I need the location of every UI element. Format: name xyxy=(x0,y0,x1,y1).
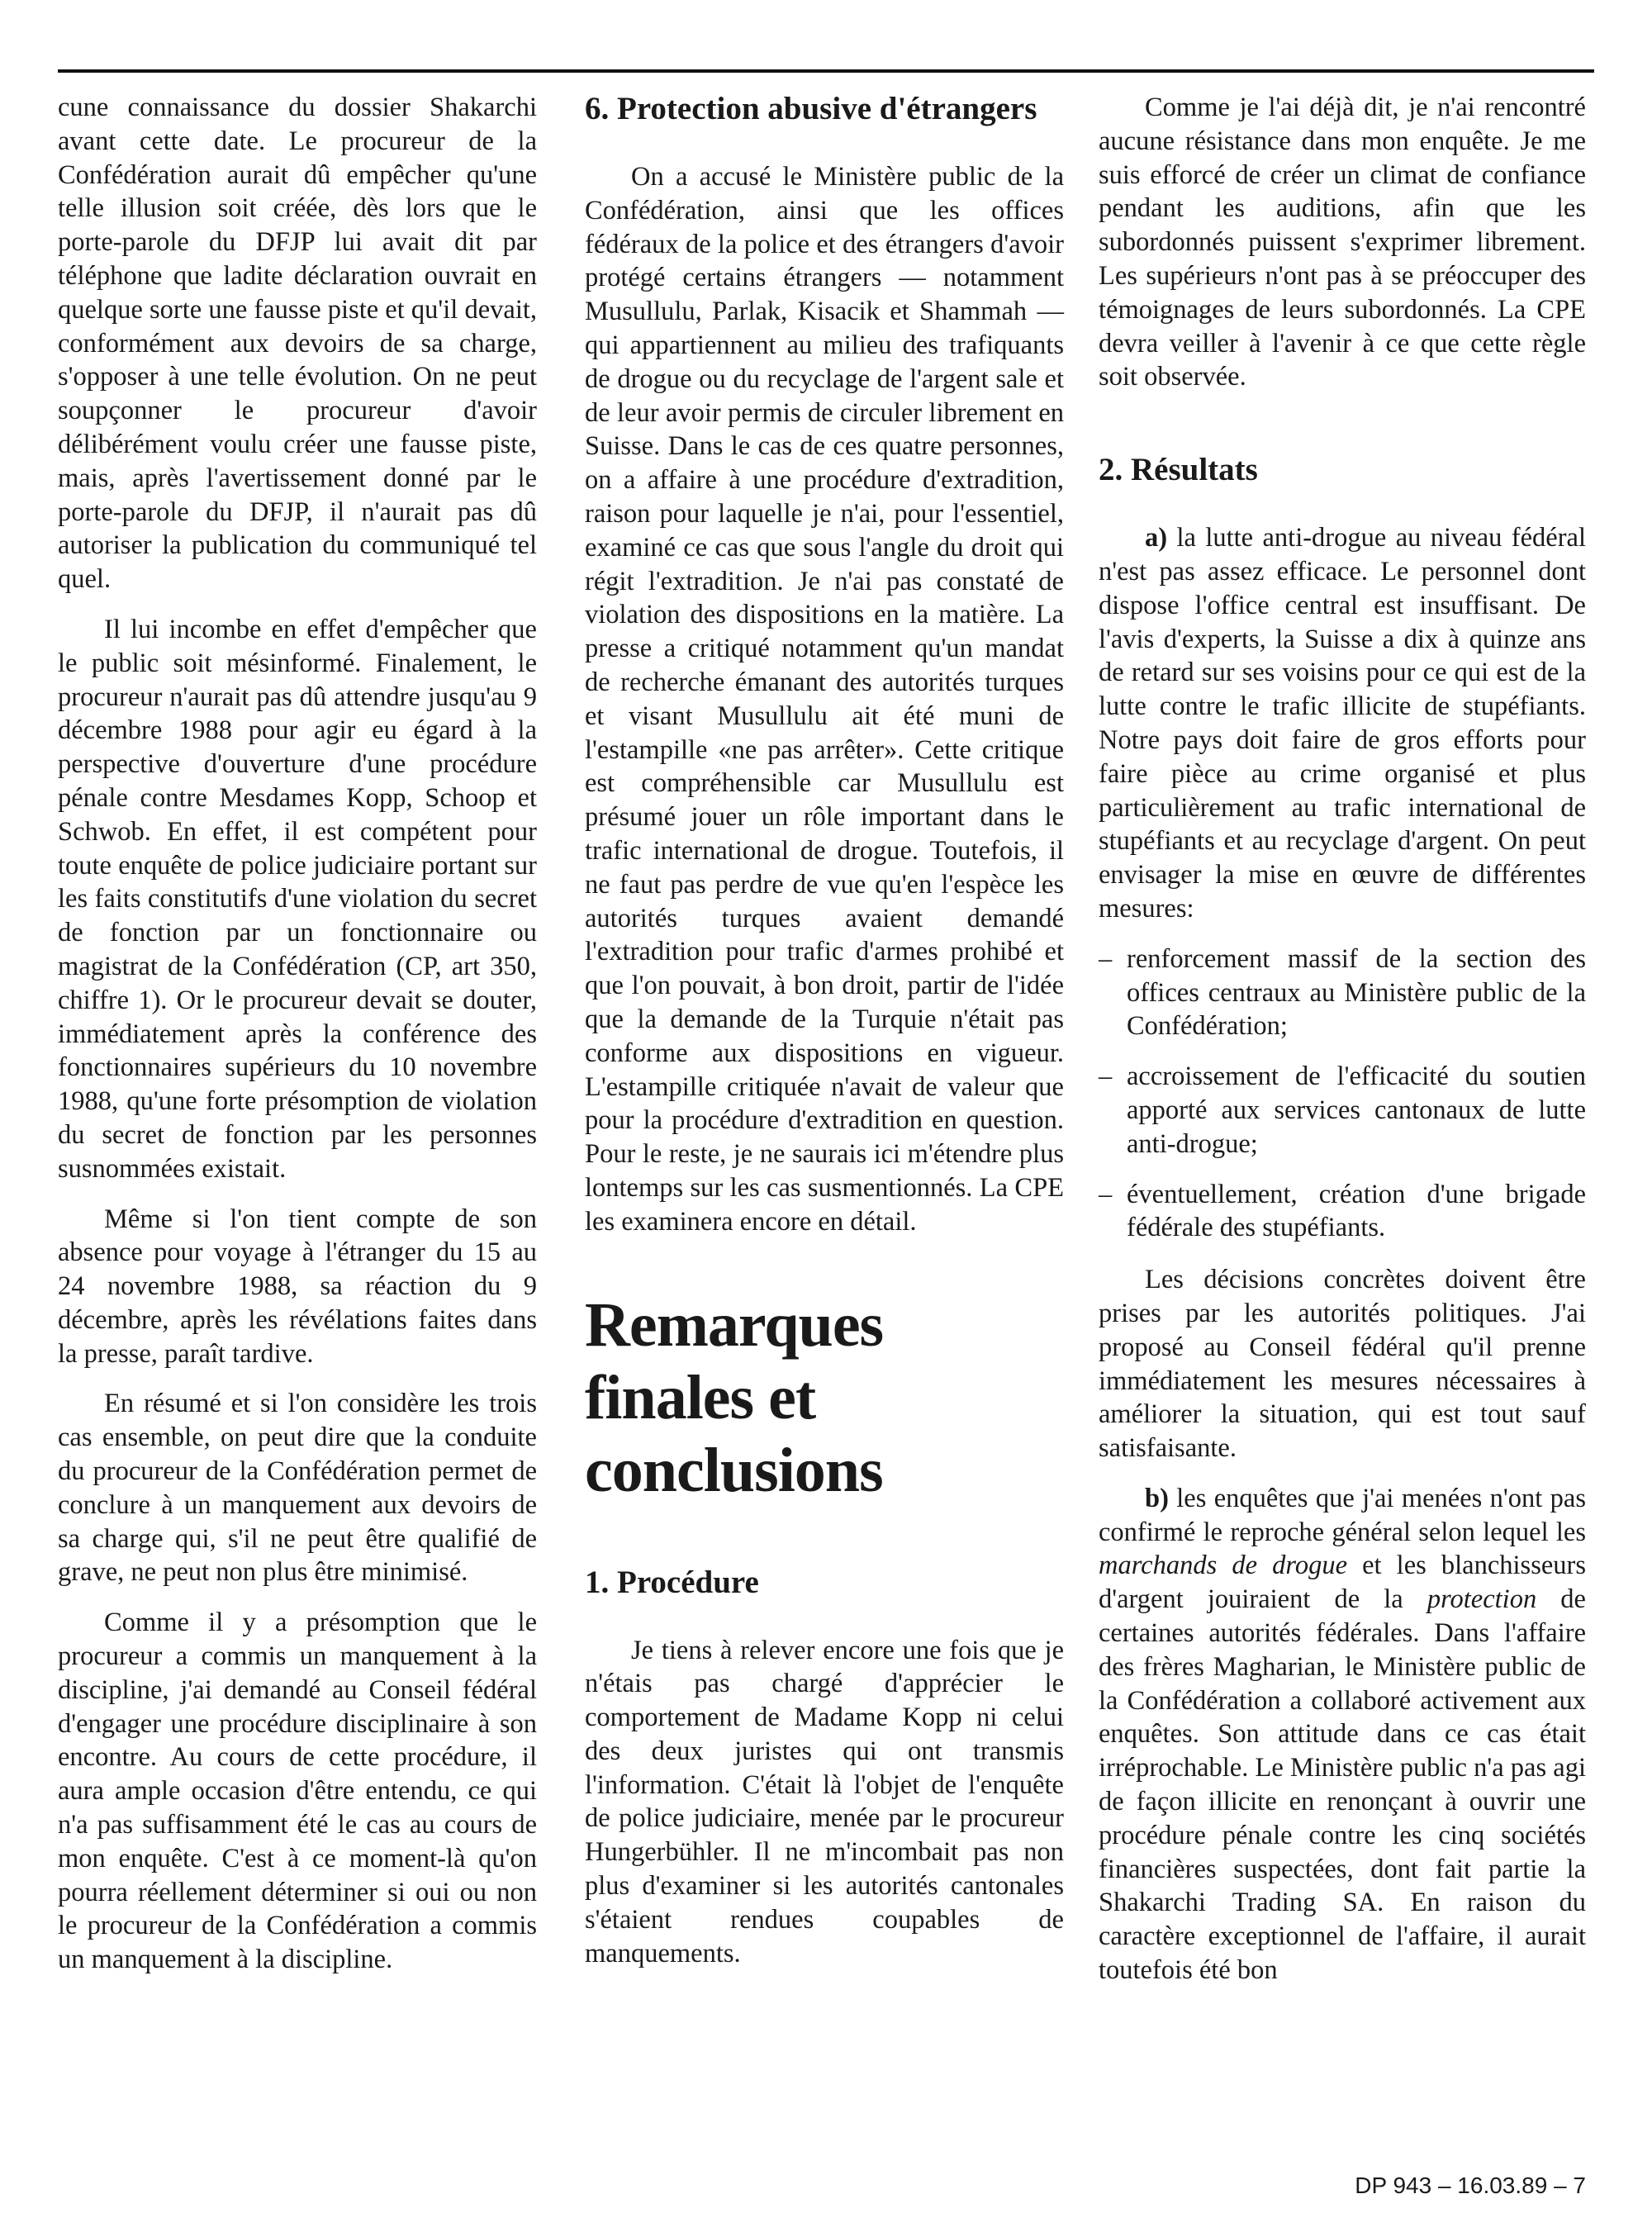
list-item: – renforcement massif de la section des offices centraux au Ministère public de la Confédération; xyxy=(1099,943,1586,1042)
paragraph: Même si l'on tient compte de son absence pour voyage à l'étranger du 15 au 24 novembre 1988, sa réaction du 9 décembre, après les révélations faites dans la presse, paraît tardive. xyxy=(58,1204,537,1369)
section-heading: 2. Résultats xyxy=(1099,452,1258,488)
emphasis: marchands de drogue xyxy=(1099,1551,1347,1581)
emphasis: protection xyxy=(1427,1584,1537,1615)
paragraph-a xyxy=(1099,521,1586,926)
column-left xyxy=(58,91,537,1993)
page-footer: DP 943 – 16.03.89 – 7 xyxy=(1355,2173,1586,2198)
bullet-list xyxy=(1099,943,1586,1245)
paragraph: Comme je l'ai déjà dit, je n'ai rencontré aucune résistance dans mon enquête. Je me suis efforcé de créer un climat de confiance pendant les auditions, afin que les subordonnés puissent s'exprimer librement. Les supérieurs n'ont pas à se préoccuper des témoignages de leurs subordonnés. La CPE devra veiller à l'avenir à ce que cette règle soit observée. xyxy=(1099,93,1586,392)
paragraph: Il lui incombe en effet d'empêcher que le public soit mésinformé. Finalement, le procureur n'aurait pas dû attendre jusqu'au 9 décembre 1988 pour agir eu égard à la perspective d'ouverture d'une procédure pénale contre Mesdames Kopp, Schoop et Schwob. En effet, il est compétent pour toute enquête de police judiciaire portant sur les faits constitutifs d'une violation du secret de fonction par un fonctionnaire ou magistrat de la Confédération (CP, art 350, chiffre 1). Or le procureur devait se douter, immédiatement après la conférence des fonctionnaires supérieurs du 10 novembre 1988, qu'une forte présomption de violation du secret de fonction par les personnes susnommées existait. xyxy=(58,614,537,1184)
item-text: la lutte anti-drogue au niveau fédéral n'est pas assez efficace. Le personnel dont dispose l'office central est insuffisant. De l'avis d'experts, la Suisse a dix à quinze ans de retard sur ses voisins pour ce qui est de la lutte contre le trafic illicite de stupéfiants. Notre pays doit faire de gros efforts pour faire pièce au crime organisé et plus particulièrement au trafic international de stupéfiants et au recyclage d'argent. On peut envisager la mise en œuvre de différentes mesures: xyxy=(1099,523,1586,924)
paragraph: Je tiens à relever encore une fois que je n'étais pas chargé d'apprécier le comportement de Madame Kopp ni celui des deux juristes qui ont transmis l'information. C'était là l'objet de l'enquête de police judiciaire, menée par le procureur Hungerbühler. Il ne m'incombait pas non plus d'examiner si les autorités cantonales s'étaient rendues coupables de manquements. xyxy=(585,1635,1064,1968)
chapter-heading: Remarques finales et conclusions xyxy=(585,1289,884,1505)
section-heading: 1. Procédure xyxy=(585,1564,759,1600)
list-item: – éventuellement, création d'une brigade fédérale des stupéfiants. xyxy=(1099,1179,1586,1243)
dash-marker: – xyxy=(1099,1179,1113,1209)
section-heading: 6. Protection abusive d'étrangers xyxy=(585,91,1037,126)
paragraph: Les décisions concrètes doivent être prises par les autorités politiques. J'ai proposé au Conseil fédéral qu'il prenne immédiatement les mesures nécessaires à améliorer la situation, qui est tout sauf satisfaisante. xyxy=(1099,1265,1586,1464)
paragraph: Comme il y a présomption que le procureur a commis un manquement à la discipline, j'ai demandé au Conseil fédéral d'engager une procédure disciplinaire à son encontre. Au cours de cette procédure, il aura ample occasion d'être entendu, ce qui n'a pas suffisamment été le cas au cours de mon enquête. C'est à ce moment-là qu'on pourra réellement déterminer si oui ou non le procureur de la Confédération a commis un manquement à la discipline. xyxy=(58,1608,537,1975)
paragraph: cune connaissance du dossier Shakarchi avant cette date. Le procureur de la Confédération aurait dû empêcher qu'une telle illusion soit créée, dès lors que le porte-parole du DFJP lui avait dit par téléphone que ladite déclaration ouvrait en quelque sorte une fausse piste et qu'il devait, conformément aux devoirs de sa charge, s'opposer à une telle évolution. On ne peut soupçonner le procureur d'avoir délibérément voulu créer une fausse piste, mais, après l'avertissement donné par le porte-parole du DFJP, il n'aurait pas dû autoriser la publication du communiqué tel quel. xyxy=(58,93,537,595)
column-right xyxy=(1099,91,1586,2004)
dash-marker: – xyxy=(1099,1061,1113,1092)
list-item: – accroissement de l'efficacité du soutien apporté aux services cantonaux de lutte anti-drogue; xyxy=(1099,1061,1586,1159)
paragraph-b: b) les enquêtes que j'ai menées n'ont pas confirmé le reproche général selon lequel les marchands de drogue et les blanchisseurs d'argent jouiraient de la protection de certaines autorités fédérales. Dans l'affaire des frères Magharian, le Ministère public de la Confédération a collaboré activement aux enquêtes. Son attitude dans ce cas était irréprochable. Le Ministère public n'a pas agi de façon illicite en renonçant à ouvrir une procédure pénale contre les cinq sociétés financières suspectées, dont fait partie la Shakarchi Trading SA. En raison du caractère exceptionnel de l'affaire, il aurait toutefois été bon xyxy=(1099,1483,1586,1986)
item-label: a) xyxy=(1145,523,1168,553)
top-rule xyxy=(58,69,1594,73)
paragraph: On a accusé le Ministère public de la Confédération, ainsi que les offices fédéraux de la police et des étrangers d'avoir protégé certains étrangers — notamment Musullulu, Parlak, Kisacik et Shammah — qui appartiennent au milieu des trafiquants de drogue ou du recyclage de l'argent sale et de leur avoir permis de circuler librement en Suisse. Dans le cas de ces quatre personnes, on a affaire à une procédure d'extradition, raison pour laquelle je n'ai, pour l'essentiel, examiné ce cas que sous l'angle du droit qui régit l'extradition. Je n'ai pas constaté de violation des dispositions en la matière. La presse a critiqué notamment qu'un mandat de recherche émanant des autorités turques et visant Musullulu ait été muni de l'estampille «ne pas arrêter». Cette critique est compréhensible car Musullulu est présumé jouer un rôle important dans le trafic international de drogue. Toutefois, il ne faut pas perdre de vue qu'en l'espèce les autorités turques avaient demandé l'extradition pour trafic d'armes prohibé et que l'on pouvait, à bon droit, partir de l'idée que la demande de la Turquie n'était pas conforme aux dispositions en vigueur. L'estampille critiquée n'avait de valeur que pour la procédure d'extradition en question. Pour le reste, je ne saurais ici m'étendre plus lontemps sur les cas susmentionnés. La CPE les examinera encore en détail. xyxy=(585,162,1064,1237)
column-middle xyxy=(585,91,1064,1987)
paragraph: En résumé et si l'on considère les trois cas ensemble, on peut dire que la conduite du procureur de la Confédération permet de conclure à un manquement aux devoirs de sa charge qui, s'il ne peut être qualifié de grave, ne peut non plus être minimisé. xyxy=(58,1389,537,1588)
dash-marker: – xyxy=(1099,943,1113,974)
item-label: b) xyxy=(1145,1483,1169,1513)
